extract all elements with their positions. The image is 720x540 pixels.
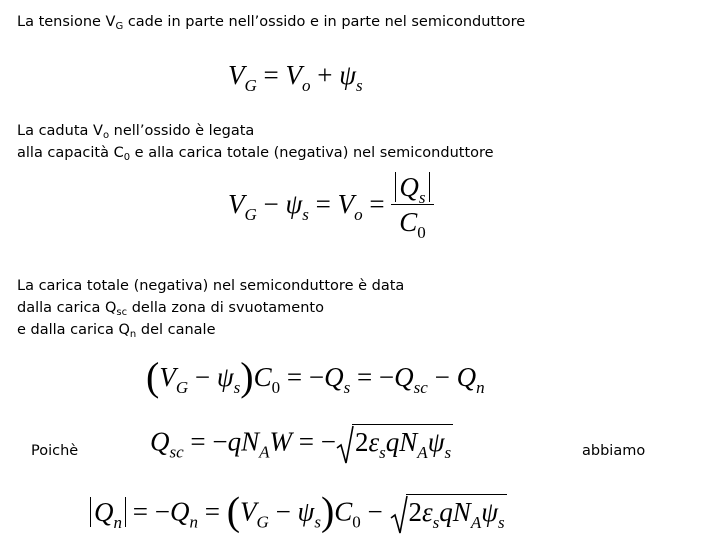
equation-vg-sum: $V_G = V_o + \psi_s$ bbox=[228, 60, 363, 95]
text-part: alla capacità C bbox=[17, 145, 124, 161]
text-line-vo-related bbox=[17, 121, 254, 143]
subscript: G bbox=[115, 21, 124, 32]
text-part: e alla carica totale (negativa) nel semiconduttore bbox=[130, 145, 494, 161]
subscript: n bbox=[129, 329, 137, 340]
text-line-total-charge: La carica totale (negativa) nel semiconduttore è data bbox=[17, 278, 405, 294]
subscript: sc bbox=[116, 307, 128, 318]
text-part: La tensione V bbox=[17, 14, 116, 30]
subscript: o bbox=[102, 130, 110, 141]
subscript: 0 bbox=[123, 152, 131, 163]
equation-qn-abs: $Q_n = -Q_n = (V_G - \psi_s)C_0 - 2\varepsilon_sqN_A\psi_s$ bbox=[90, 494, 507, 535]
text-line-qn bbox=[17, 320, 216, 342]
text-part: del canale bbox=[136, 322, 216, 338]
equation-charge-balance: $(V_G - \psi_s)C_0 = -Q_s = -Q_{sc} - Q_n$ bbox=[146, 354, 485, 399]
text-part: dalla carica Q bbox=[17, 300, 117, 316]
text-part: della zona di svuotamento bbox=[127, 300, 324, 316]
text-part: La caduta V bbox=[17, 123, 103, 139]
text-part: nell’ossido è legata bbox=[109, 123, 255, 139]
text-line-capacity bbox=[17, 143, 494, 165]
text-part: cade in parte nell’ossido e in parte nel semiconduttore bbox=[123, 14, 526, 30]
equation-vo-fraction: $V_G - \psi_s = V_o$ = $\frac{Q_s}{C_0}$ bbox=[228, 172, 434, 236]
text-line-vg-split bbox=[17, 12, 525, 34]
text-line-qsc bbox=[17, 298, 324, 320]
equation-qsc: $Q_{sc} = -qN_AW$ = − $2\varepsilon_sqN_A\psi_s$ bbox=[150, 424, 453, 465]
label-poiche: Poichè bbox=[31, 443, 79, 459]
label-abbiamo: abbiamo bbox=[582, 443, 646, 459]
text-part: e dalla carica Q bbox=[17, 322, 130, 338]
